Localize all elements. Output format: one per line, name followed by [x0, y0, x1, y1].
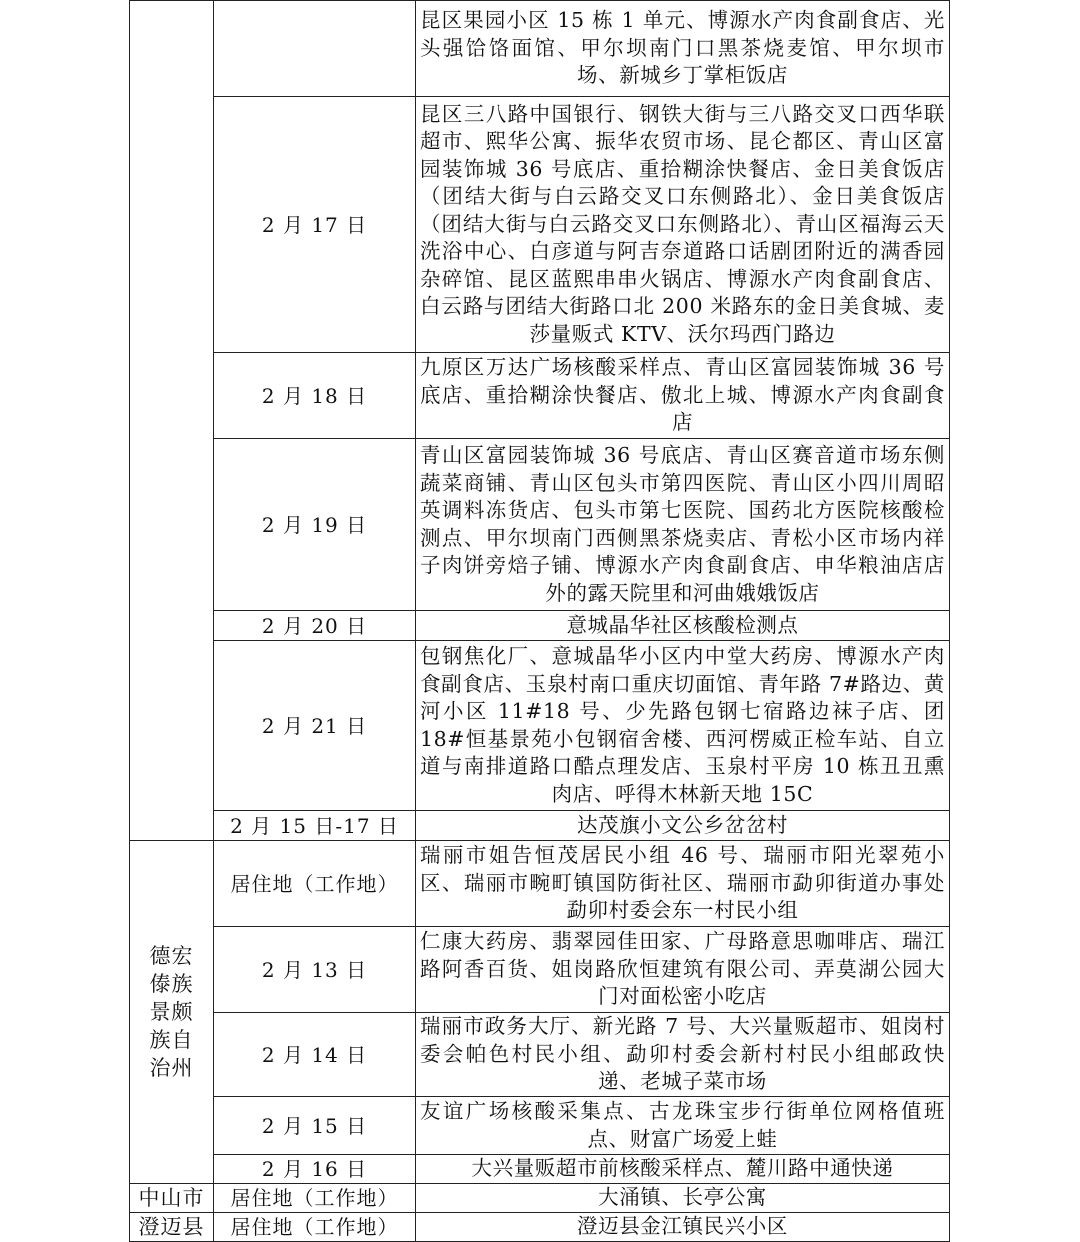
date-cell: 2 月 18 日 [214, 353, 416, 439]
table-row [130, 611, 950, 641]
date-cell: 2 月 20 日 [214, 611, 416, 641]
places-cell: 昆区果园小区 15 栋 1 单元、博源水产肉食副食店、光头强饸饹面馆、甲尔坝南门口黑茶烧麦馆、甲尔坝市场、新城乡丁掌柜饭店 [416, 1, 950, 97]
table-row [130, 1213, 950, 1242]
date-cell: 2 月 14 日 [214, 1013, 416, 1097]
places-cell: 青山区富园装饰城 36 号底店、青山区赛音道市场东侧蔬菜商铺、青山区包头市第四医院、青山区小四川周昭英调料冻货店、包头市第七医院、国药北方医院核酸检测点、甲尔坝南门西侧黑茶烧卖店、青松小区市场内祥子肉饼旁焙子铺、博源水产肉食副食店、申华粮油店店外的露天院里和河曲娥娥饭店 [416, 439, 950, 611]
region-cell [130, 1, 214, 841]
table-row [130, 1184, 950, 1213]
table-row [130, 1155, 950, 1184]
date-cell: 2 月 17 日 [214, 97, 416, 353]
table-row [130, 927, 950, 1013]
date-cell: 居住地（工作地） [214, 1213, 416, 1242]
places-cell: 友谊广场核酸采集点、古龙珠宝步行街单位网格值班点、财富广场爱上蛙 [416, 1097, 950, 1155]
table-row [130, 97, 950, 353]
places-cell: 昆区三八路中国银行、钢铁大街与三八路交叉口西华联超市、熙华公寓、振华农贸市场、昆仑都区、青山区富园装饰城 36 号底店、重拾糊涂快餐店、金日美食饭店（团结大街与白云路交叉口东侧路北）、金日美食饭店（团结大街与白云路交叉口东侧路北）、青山区福海云天洗浴中心、白彦道与阿吉奈道路口话剧团附近的满香园杂碎馆、昆区蓝熙串串火锅店、博源水产肉食副食店、白云路与团结大街路口北 200 米路东的金日美食城、麦莎量贩式 KTV、沃尔玛西门路边 [416, 97, 950, 353]
schedule-table [129, 0, 950, 1242]
date-cell: 2 月 19 日 [214, 439, 416, 611]
date-cell: 居住地（工作地） [214, 1184, 416, 1213]
table-row [130, 641, 950, 811]
date-cell: 居住地（工作地） [214, 841, 416, 927]
date-cell: 2 月 21 日 [214, 641, 416, 811]
places-cell: 仁康大药房、翡翠园佳田家、广母路意思咖啡店、瑞江路阿香百货、姐岗路欣恒建筑有限公司、弄莫湖公园大门对面松密小吃店 [416, 927, 950, 1013]
document-page [129, 0, 949, 1242]
places-cell: 大兴量贩超市前核酸采样点、麓川路中通快递 [416, 1155, 950, 1184]
places-cell: 澄迈县金江镇民兴小区 [416, 1213, 950, 1242]
region-cell-chengmai: 澄迈县 [130, 1213, 214, 1242]
date-cell: 2 月 13 日 [214, 927, 416, 1013]
places-cell: 意城晶华社区核酸检测点 [416, 611, 950, 641]
places-cell: 达茂旗小文公乡岔岔村 [416, 811, 950, 841]
date-cell [214, 1, 416, 97]
table-row [130, 1097, 950, 1155]
region-cell-zhongshan: 中山市 [130, 1184, 214, 1213]
table-row [130, 811, 950, 841]
places-cell: 瑞丽市政务大厅、新光路 7 号、大兴量贩超市、姐岗村委会帕色村民小组、勐卯村委会新村村民小组邮政快递、老城子菜市场 [416, 1013, 950, 1097]
region-cell-dehong: 德宏傣族景颇族自治州 [130, 841, 214, 1184]
table-row [130, 1, 950, 97]
date-cell: 2 月 16 日 [214, 1155, 416, 1184]
table-row [130, 353, 950, 439]
date-cell: 2 月 15 日 [214, 1097, 416, 1155]
places-cell: 包钢焦化厂、意城晶华小区内中堂大药房、博源水产肉食副食店、玉泉村南口重庆切面馆、青年路 7#路边、黄河小区 11#18 号、少先路包钢七宿路边袜子店、团 18#恒基景苑小包钢宿舍楼、西河楞威正检车站、自立道与南排道路口酷点理发店、玉泉村平房 10 栋丑丑熏肉店、呼得木林新天地 15C [416, 641, 950, 811]
places-cell: 大涌镇、长亭公寓 [416, 1184, 950, 1213]
places-cell: 九原区万达广场核酸采样点、青山区富园装饰城 36 号底店、重拾糊涂快餐店、傲北上城、博源水产肉食副食店 [416, 353, 950, 439]
table-row [130, 439, 950, 611]
date-cell: 2 月 15 日-17 日 [214, 811, 416, 841]
table-row [130, 1013, 950, 1097]
table-row [130, 841, 950, 927]
places-cell: 瑞丽市姐告恒茂居民小组 46 号、瑞丽市阳光翠苑小区、瑞丽市畹町镇国防街社区、瑞丽市勐卯街道办事处勐卯村委会东一村民小组 [416, 841, 950, 927]
